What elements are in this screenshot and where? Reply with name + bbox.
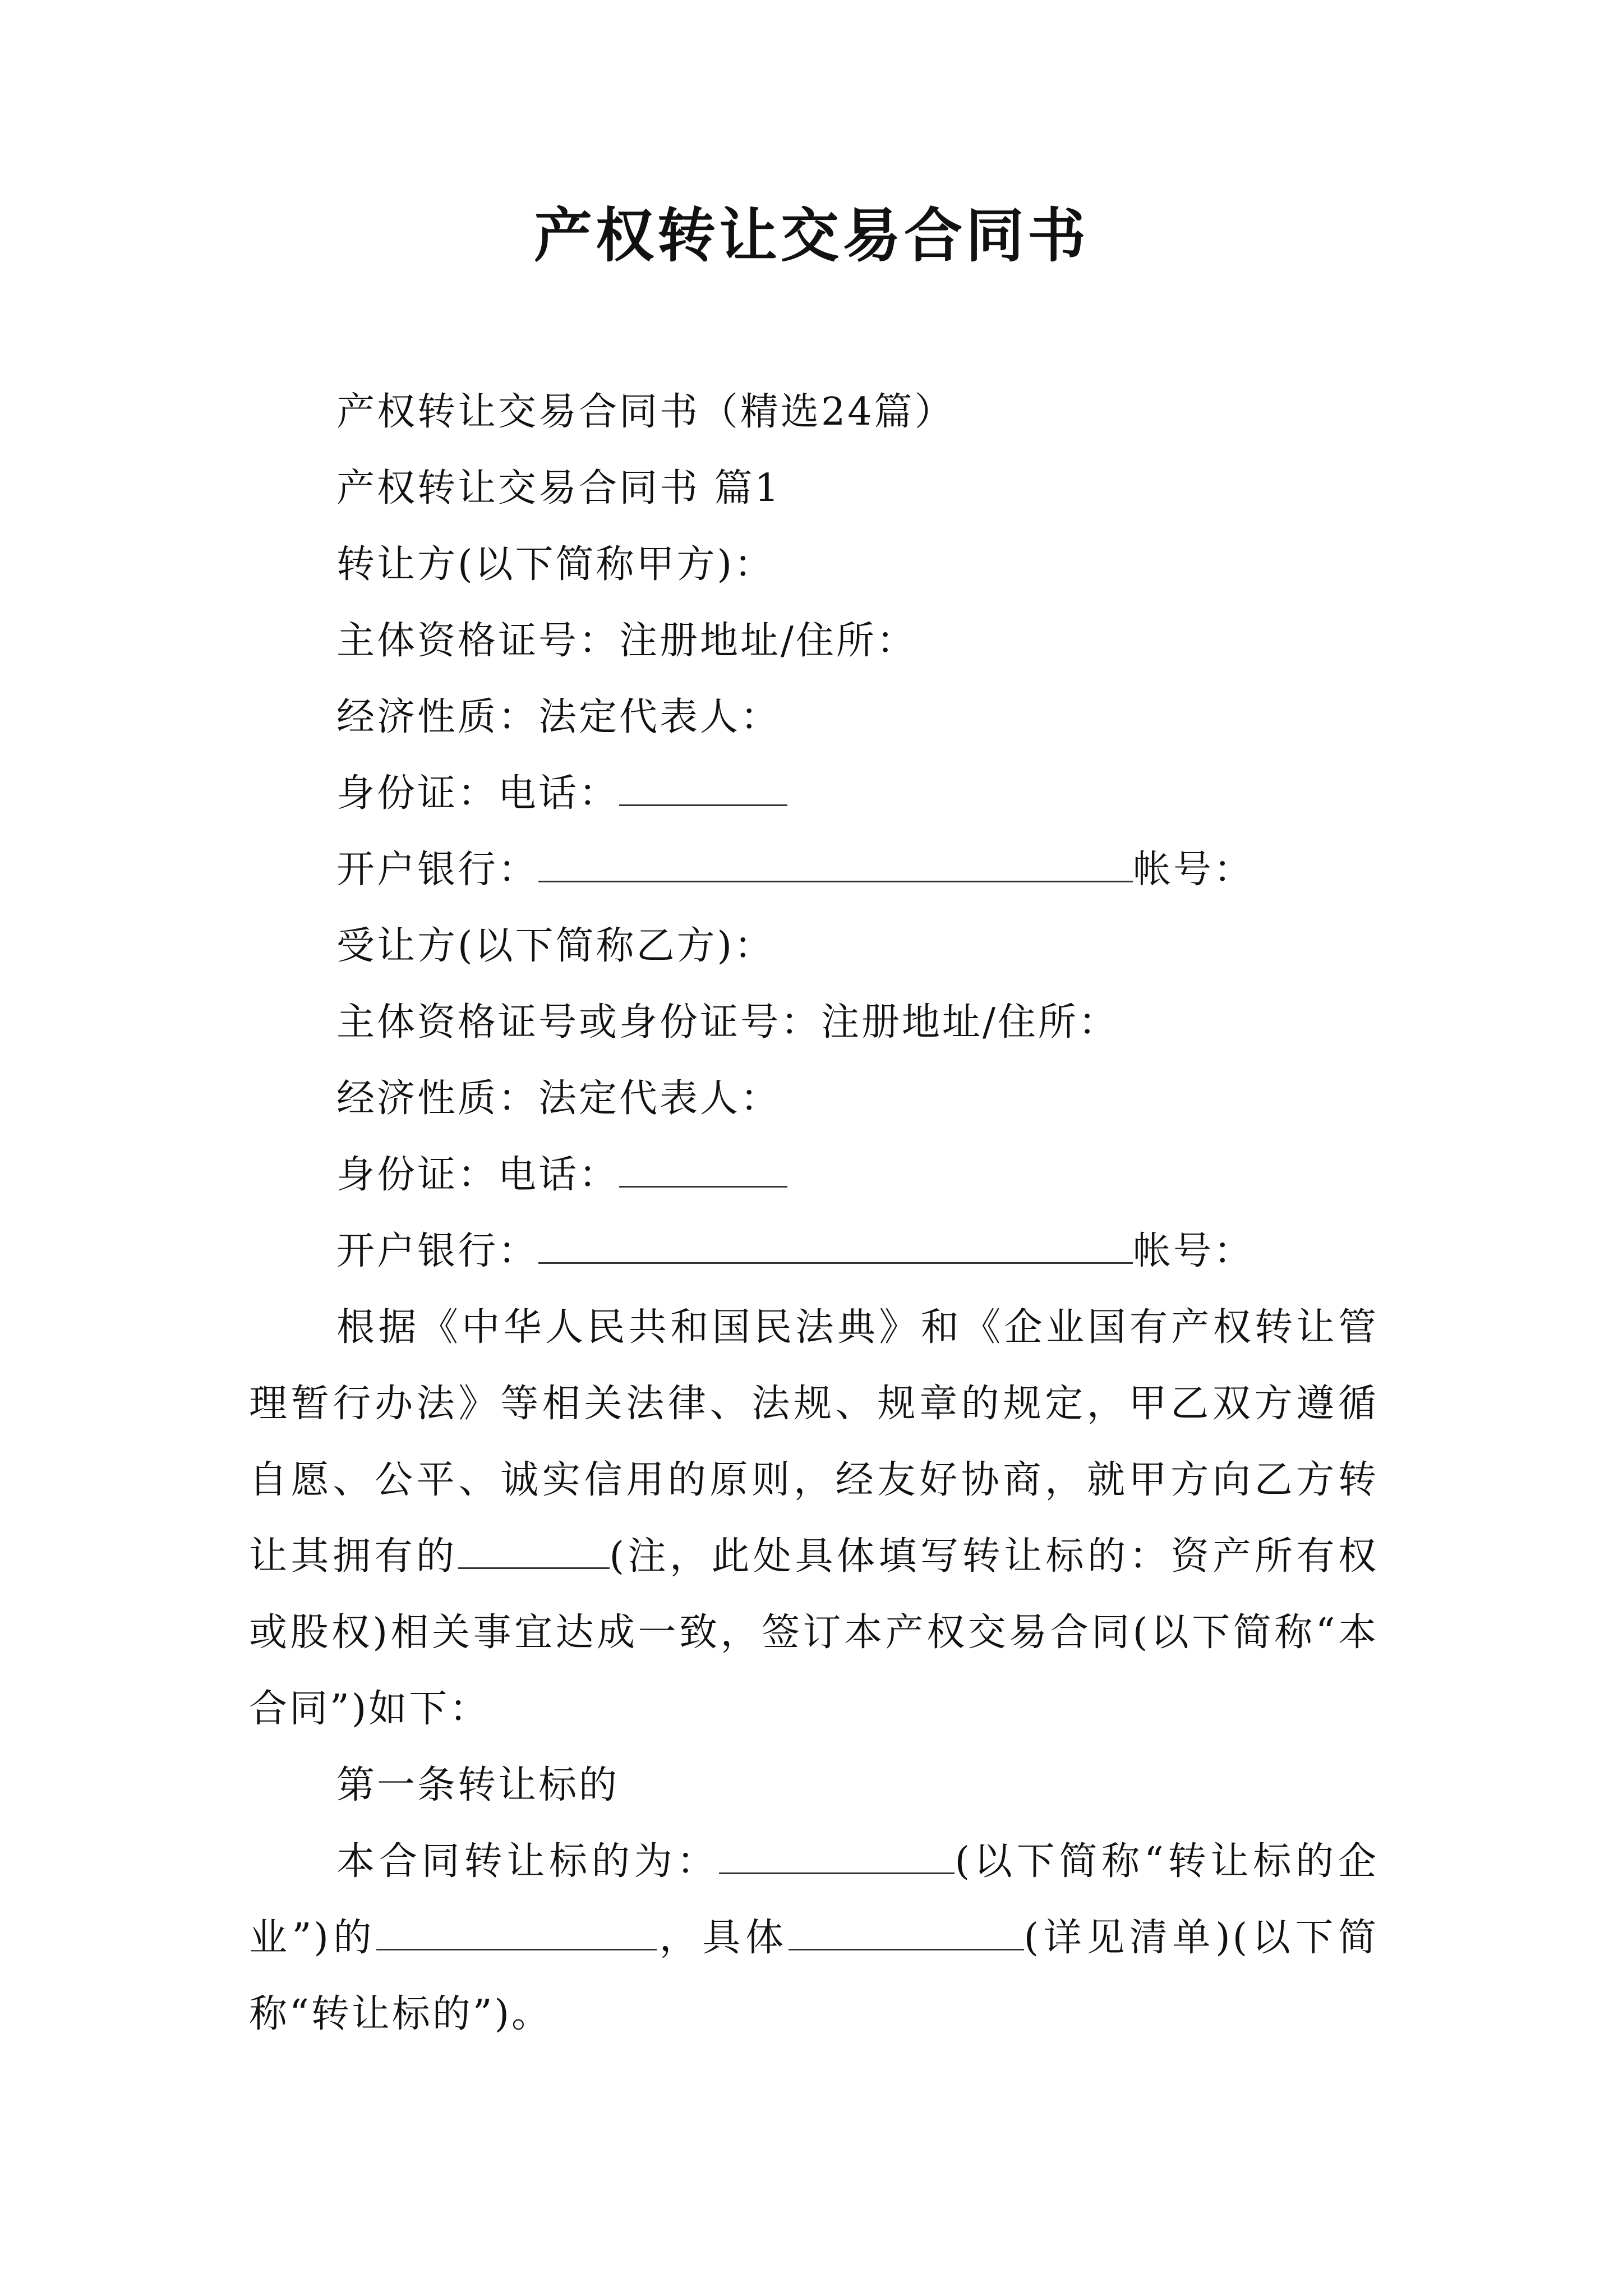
party-a-bank-blank xyxy=(538,847,1133,882)
article1-part3: ，具体 xyxy=(657,1916,789,1960)
party-b-phone-blank xyxy=(619,1152,787,1188)
article1-part1: 本合同转让标的为： xyxy=(336,1839,720,1884)
party-a-cert: 主体资格证号：注册地址/住所： xyxy=(336,619,917,663)
party-b-bank-line xyxy=(336,1223,1254,1280)
article1-part4: (详见清单)(以下简称“转让标的”)。 xyxy=(249,1916,1379,2036)
subtitle: 产权转让交易合同书（精选24篇） xyxy=(336,390,955,434)
article1-paragraph xyxy=(249,1824,1378,2053)
party-a-id-phone-label: 身份证：电话： xyxy=(336,771,620,816)
transfer-subject-blank xyxy=(458,1534,610,1569)
party-a-heading: 转让方(以下简称甲方)： xyxy=(336,542,775,587)
preamble-part2: (注，此处具体填写转让标的：资产所有权或股权)相关事宜达成一致，签订本产权交易合同(以下简称“本合同”)如下： xyxy=(249,1534,1378,1731)
party-a-id-phone xyxy=(336,766,787,822)
chapter-heading: 产权转让交易合同书 篇1 xyxy=(336,466,781,510)
party-b-bank-blank xyxy=(538,1228,1133,1264)
party-b-id-phone xyxy=(336,1147,787,1203)
party-b-account-label: 帐号： xyxy=(1133,1229,1255,1273)
party-a-account-label: 帐号： xyxy=(1133,848,1255,892)
party-b-nature: 经济性质：法定代表人： xyxy=(336,1076,781,1121)
party-a-phone-blank xyxy=(619,771,787,806)
document-title: 产权转让交易合同书 xyxy=(533,201,1089,270)
party-b-heading: 受让方(以下简称乙方)： xyxy=(336,924,775,968)
party-b-id-phone-label: 身份证：电话： xyxy=(336,1153,620,1197)
article1-part2: (以下简称“转让标的企业”)的 xyxy=(249,1839,1378,1960)
party-a-nature: 经济性质：法定代表人： xyxy=(336,695,781,739)
party-a-bank-line xyxy=(336,842,1254,898)
party-a-bank-label: 开户银行： xyxy=(336,848,539,892)
party-b-cert: 主体资格证号或身份证号：注册地址/住所： xyxy=(336,1000,1119,1045)
article1-heading: 第一条转让标的 xyxy=(336,1763,620,1807)
preamble-paragraph xyxy=(249,1290,1378,1747)
target-detail-blank xyxy=(789,1915,1024,1950)
target-enterprise-blank xyxy=(719,1839,955,1874)
preamble-part1: 根据《中华人民共和国民法典》和《企业国有产权转让管理暂行办法》等相关法律、法规、规章的规定，甲乙双方遵循自愿、公平、诚实信用的原则，经友好协商，就甲方向乙方转让其拥有的 xyxy=(249,1305,1378,1579)
party-b-bank-label: 开户银行： xyxy=(336,1229,539,1273)
target-share-blank xyxy=(376,1915,657,1950)
